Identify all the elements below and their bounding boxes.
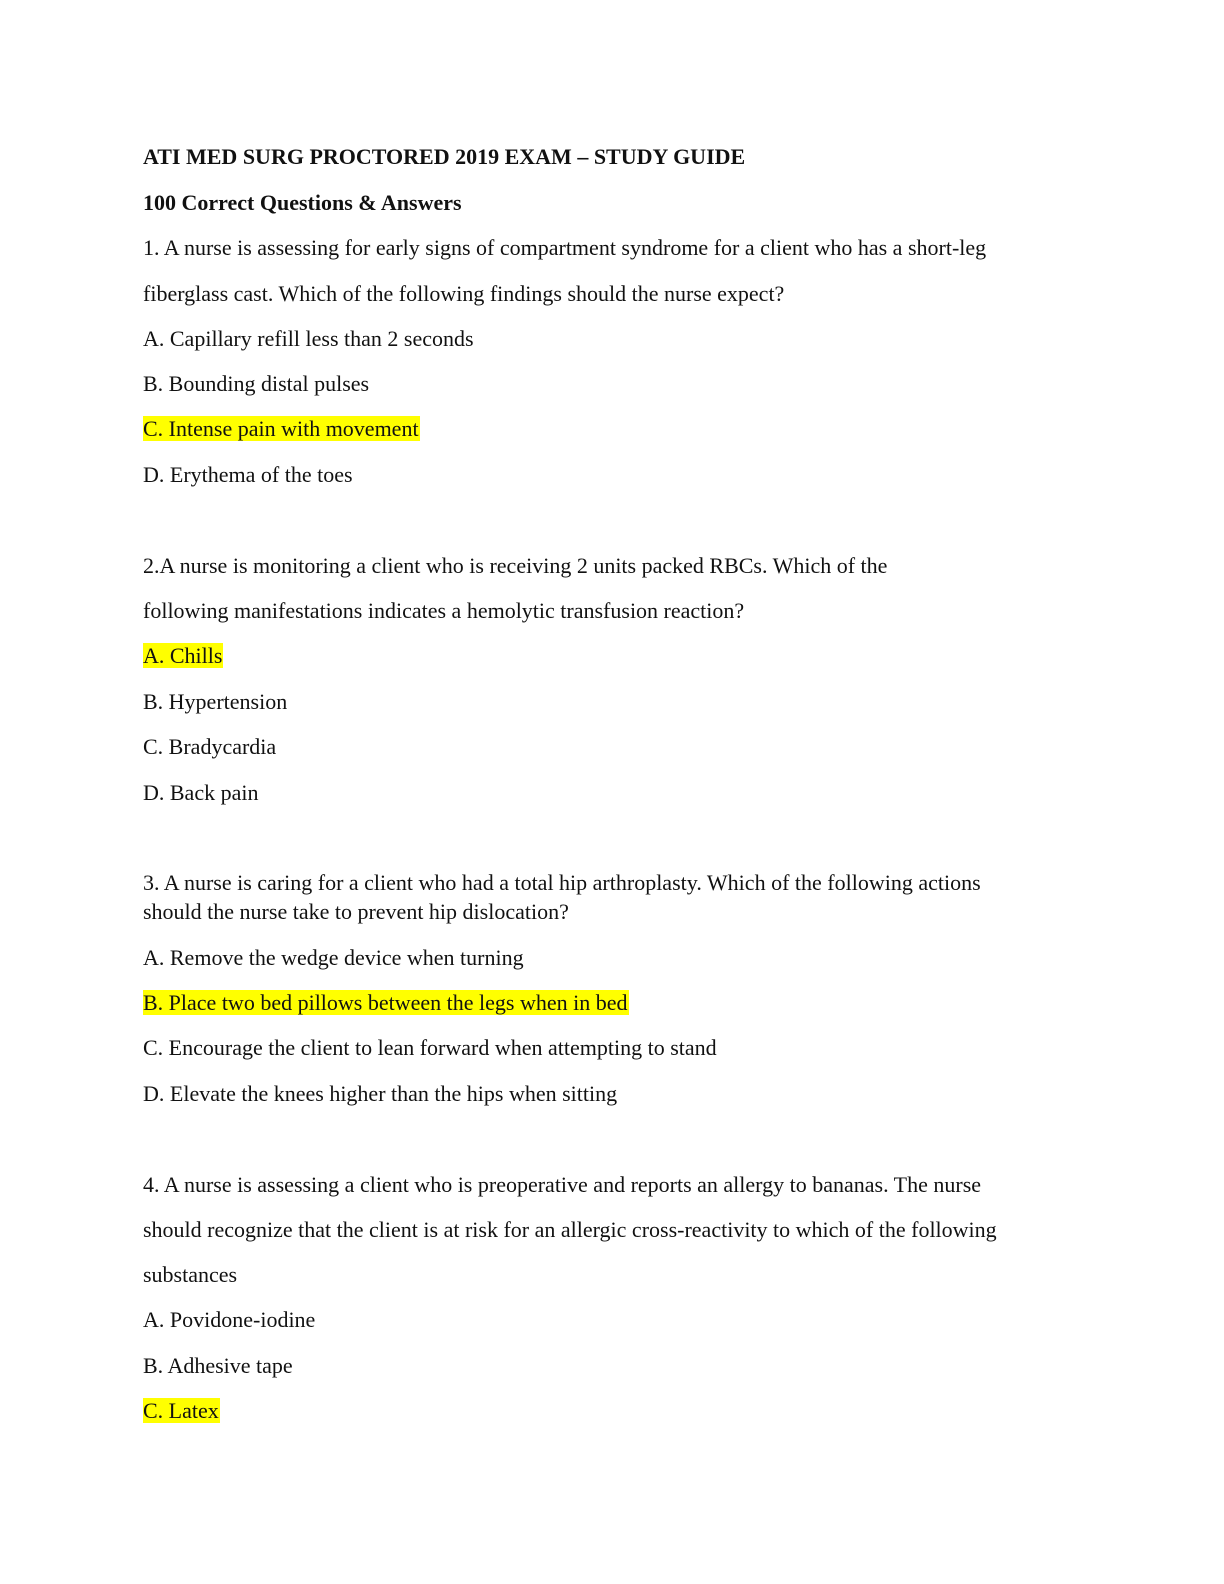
question-1-option-d: D. Erythema of the toes (143, 462, 353, 487)
question-1-option-c-correct (143, 416, 420, 442)
answer-highlight: C. Latex (143, 1398, 219, 1423)
question-1-option-b: B. Bounding distal pulses (143, 371, 370, 396)
question-3-stem-line-2: should the nurse take to prevent hip dislocation? (143, 899, 569, 924)
question-2-stem-line-2: following manifestations indicates a hemolytic transfusion reaction? (143, 598, 745, 623)
question-3-option-a: A. Remove the wedge device when turning (143, 945, 524, 970)
question-1-option-a: A. Capillary refill less than 2 seconds (143, 326, 474, 351)
question-3-stem-line-1: 3. A nurse is caring for a client who had a total hip arthroplasty. Which of the following actions (143, 870, 981, 895)
question-3-option-c: C. Encourage the client to lean forward when attempting to stand (143, 1035, 717, 1060)
question-1-stem-line-2: fiberglass cast. Which of the following findings should the nurse expect? (143, 281, 785, 306)
answer-highlight: C. Intense pain with movement (143, 416, 419, 441)
question-3-option-b-correct (143, 990, 629, 1016)
question-4-stem-line-1: 4. A nurse is assessing a client who is preoperative and reports an allergy to bananas. The nurse (143, 1172, 982, 1197)
question-4-option-a: A. Povidone-iodine (143, 1307, 316, 1332)
question-2-option-b: B. Hypertension (143, 689, 288, 714)
answer-highlight: A. Chills (143, 643, 223, 668)
question-4-option-b: B. Adhesive tape (143, 1353, 293, 1378)
question-3-option-d: D. Elevate the knees higher than the hips when sitting (143, 1081, 618, 1106)
document-title: ATI MED SURG PROCTORED 2019 EXAM – STUDY GUIDE (143, 144, 746, 169)
question-2-option-d: D. Back pain (143, 780, 259, 805)
answer-highlight: B. Place two bed pillows between the legs when in bed (143, 990, 628, 1015)
question-4-option-c-correct (143, 1398, 220, 1424)
document-subtitle: 100 Correct Questions & Answers (143, 190, 462, 215)
question-2-option-c: C. Bradycardia (143, 734, 277, 759)
question-4-stem-line-2: should recognize that the client is at risk for an allergic cross-reactivity to which of the following (143, 1217, 997, 1242)
question-2-stem-line-1: 2.A nurse is monitoring a client who is receiving 2 units packed RBCs. Which of the (143, 553, 888, 578)
question-1-stem-line-1: 1. A nurse is assessing for early signs of compartment syndrome for a client who has a short-leg (143, 235, 987, 260)
question-4-stem-line-3: substances (143, 1262, 238, 1287)
question-2-option-a-correct (143, 643, 223, 669)
